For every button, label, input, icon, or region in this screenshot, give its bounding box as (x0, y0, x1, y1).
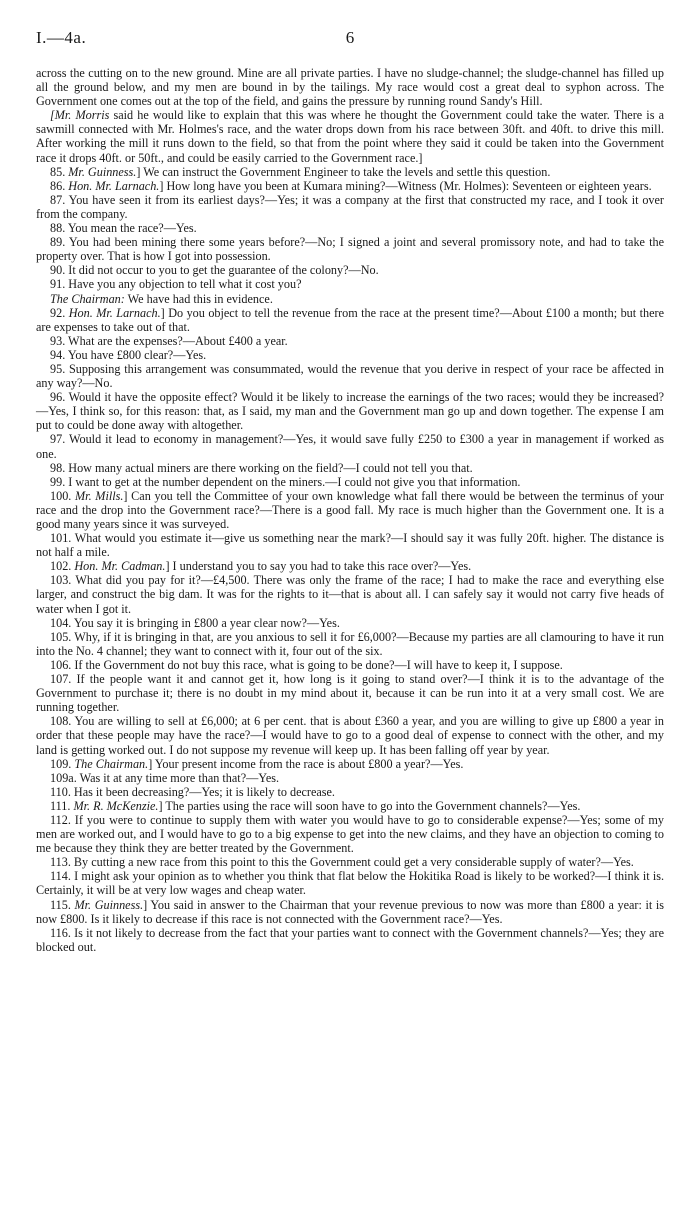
paragraph (36, 348, 664, 362)
paragraph-text: 98. How many actual miners are there working on the field?—I could not tell you that. (50, 460, 473, 475)
paragraph-text: 94. You have £800 clear?—Yes. (50, 347, 207, 362)
paragraph-text: ] Your present income from the race is about £800 a year?—Yes. (148, 756, 464, 771)
page-number: 6 (345, 28, 355, 47)
paragraph (36, 630, 664, 658)
paragraph (36, 531, 664, 559)
paragraph-text: ] You said in answer to the Chairman that your revenue previous to now was more than £800 a year: it is now £800. Is it likely to decrease if this race is not connected with the Government race?—Yes. (36, 897, 664, 926)
paragraph (36, 573, 664, 615)
question-number: 85. (50, 164, 69, 179)
speaker-name: Hon. Mr. Cadman. (74, 559, 166, 574)
paragraph-text: ] The parties using the race will soon have to go into the Government channels?—Yes. (158, 798, 581, 813)
paragraph-text: 104. You say it is bringing in £800 a year clear now?—Yes. (50, 615, 340, 630)
paragraph (36, 277, 664, 291)
speaker-name: The Chairman. (74, 756, 149, 771)
paragraph-text: 93. What are the expenses?—About £400 a year. (50, 333, 288, 348)
paragraph-text: 113. By cutting a new race from this point to this the Government could get a very considerable supply of water?—Yes. (50, 855, 634, 870)
paragraph (36, 108, 664, 164)
paragraph (36, 785, 664, 799)
paragraph-text: ] Can you tell the Committee of your own knowledge what fall there would be between the terminus of your race and the drop into the Government race?—There is a good fall. My race is much higher than the Government one. It is a good many years since it was surveyed. (36, 488, 664, 531)
paragraph (36, 489, 664, 531)
paragraph-text: ] We can instruct the Government Engineer to take the levels and settle this question. (136, 164, 551, 179)
question-number: 86. (50, 178, 69, 193)
question-number: 102. (50, 559, 75, 574)
paragraph (36, 292, 664, 306)
evidence-text (36, 66, 664, 954)
paragraph-text: 87. You have seen it from its earliest days?—Yes; it was a company at the first that constructed my race, and I took it over from the company. (36, 192, 664, 221)
paragraph (36, 672, 664, 714)
speaker-name: Hon. Mr. Larnach. (68, 178, 160, 193)
paragraph (36, 926, 664, 954)
paragraph (36, 813, 664, 855)
paragraph-text: 88. You mean the race?—Yes. (50, 221, 197, 236)
document-reference: I.—4a. (36, 28, 87, 47)
paragraph-text: ] How long have you been at Kumara mining?—Witness (Mr. Holmes): Seventeen or eighteen years. (159, 178, 652, 193)
paragraph (36, 179, 664, 193)
paragraph-text: 103. What did you pay for it?—£4,500. There was only the frame of the race; I had to make the race and everything else larger, and construct the big dam. It was for the rights to it—that is about all. I can safely say it would not carry five heads of water when I got it. (36, 573, 664, 616)
paragraph-text: 106. If the Government do not buy this race, what is going to be done?—I will have to keep it, I suppose. (50, 657, 563, 672)
paragraph (36, 263, 664, 277)
paragraph-text: said he would like to explain that this was where he thought the Government could take the water. There is a sawmill connected with Mr. Holmes's race, and the water drops down from his race between 30ft. and 40ft. to drive this mill. After working the mill it runs down to the field, so that from the point where they said it could be taken into the Government race it drops 40ft. or 50ft., and could be easily carried to the Government race.] (36, 108, 664, 165)
paragraph-text: 105. Why, if it is bringing in that, are you anxious to sell it for £6,000?—Because my parties are all clamouring to have it run into the No. 4 channel; they want to connect with it, four out of the six. (36, 629, 664, 658)
paragraph (36, 461, 664, 475)
paragraph-text: 101. What would you estimate it—give us something near the mark?—I should say it was fully 20ft. higher. The distance is not half a mile. (36, 531, 664, 560)
question-number: 100. (50, 488, 76, 503)
paragraph (36, 658, 664, 672)
paragraph (36, 390, 664, 432)
paragraph (36, 165, 664, 179)
paragraph (36, 898, 664, 926)
paragraph-text: 109a. Was it at any time more than that?—Yes. (50, 770, 280, 785)
speaker-name: [Mr. Morris (50, 108, 110, 123)
paragraph-text: We have had this in evidence. (124, 291, 273, 306)
question-number: 111. (50, 798, 74, 813)
paragraph (36, 869, 664, 897)
paragraph-text: 110. Has it been decreasing?—Yes; it is likely to decrease. (50, 784, 335, 799)
paragraph-text: 116. Is it not likely to decrease from the fact that your parties want to connect with the Government channels?—Yes; they are blocked out. (36, 925, 664, 954)
speaker-name: Mr. Guinness. (68, 164, 137, 179)
paragraph (36, 559, 664, 573)
paragraph (36, 714, 664, 756)
paragraph-text: 112. If you were to continue to supply them with water you would have to go to considerable expense?—Yes; some of my men are worked out, and I would have to go to a big expense to get into the new claims, and they have an objection to coming to me because they think they are better treated by the Government. (36, 812, 664, 856)
paragraph (36, 757, 664, 771)
speaker-name: Mr. Mills. (75, 488, 124, 503)
speaker-name: Mr. Guinness. (74, 897, 144, 912)
speaker-name: Hon. Mr. Larnach. (68, 305, 161, 320)
paragraph (36, 362, 664, 390)
paragraph (36, 799, 664, 813)
paragraph-text: 91. Have you any objection to tell what it cost you? (50, 277, 302, 292)
paragraph-text: 99. I want to get at the number dependent on the miners.—I could not give you that information. (50, 474, 521, 489)
paragraph-text: 114. I might ask your opinion as to whether you think that flat below the Hokitika Road is likely to be worked?—I think it is. Certainly, it will be at very low wages and cheap water. (36, 869, 664, 898)
paragraph-text: 108. You are willing to sell at £6,000; at 6 per cent. that is about £360 a year, and you are willing to give up £800 a year in order that these people may have the race?—I would have to go to a good deal of expense to connect with the other, and my land is getting worked out. I do not suppose my revenue will keep up. It has been falling off year by year. (36, 714, 664, 757)
paragraph (36, 221, 664, 235)
paragraph (36, 616, 664, 630)
speaker-name: The Chairman: (50, 291, 125, 306)
paragraph (36, 432, 664, 460)
paragraph (36, 193, 664, 221)
paragraph (36, 771, 664, 785)
speaker-name: Mr. R. McKenzie. (73, 798, 159, 813)
paragraph (36, 306, 664, 334)
paragraph-text: 95. Supposing this arrangement was consummated, would the revenue that you derive in respect of your race be affected in any way?—No. (36, 361, 664, 391)
paragraph-text: ] I understand you to say you had to take this race over?—Yes. (165, 559, 472, 574)
paragraph-text: 97. Would it lead to economy in management?—Yes, it would save fully £250 to £300 a year in management if worked as one. (36, 432, 664, 461)
paragraph-text: 90. It did not occur to you to get the guarantee of the colony?—No. (50, 263, 379, 278)
paragraph-text: ] Do you object to tell the revenue from the race at the present time?—About £100 a month; but there are expenses to take out of that. (36, 305, 664, 334)
question-number: 115. (50, 897, 75, 912)
paragraph-text: 96. Would it have the opposite effect? Would it be likely to increase the earnings of the two races; would they be increased?—Yes, I think so, for this reason: that, as I said, my man and the Government man go up and down together. The expense I am put to could be done away with altogether. (36, 390, 664, 433)
paragraph-text: 107. If the people want it and cannot get it, how long is it going to stand over?—I think it is to the advantage of the Government to purchase it; there is no doubt in my mind about it, because it can be run into it at a very small cost. We are running together. (36, 672, 664, 715)
question-number: 109. (50, 756, 75, 771)
paragraph-text: 89. You had been mining there some years before?—No; I signed a joint and several promissory note, and had to take the property over. That is how I got into possession. (36, 235, 664, 264)
paragraph-text: across the cutting on to the new ground. Mine are all private parties. I have no sludge-channel; the sludge-channel has filled up all the ground below, and my men are bound in by the tailings. My race would cost a great deal to syphon across. The Government one comes out at the top of the field, and gains the pressure by running round Sandy's Hill. (36, 66, 664, 109)
page-header (36, 28, 664, 50)
paragraph (36, 66, 664, 108)
paragraph (36, 475, 664, 489)
question-number: 92. (50, 305, 69, 320)
paragraph (36, 235, 664, 263)
paragraph (36, 334, 664, 348)
paragraph (36, 855, 664, 869)
